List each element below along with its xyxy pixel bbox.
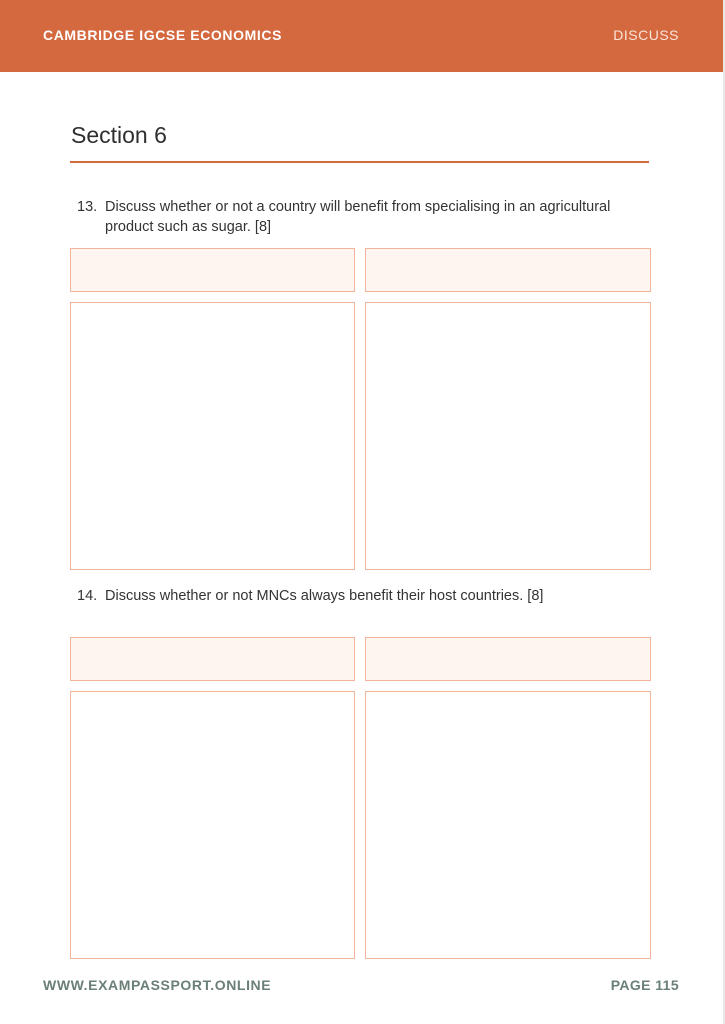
- footer-website: WWW.EXAMPASSPORT.ONLINE: [43, 977, 272, 993]
- question-number: 13.: [77, 199, 98, 215]
- page-header: [0, 0, 723, 72]
- section-divider: [70, 161, 649, 163]
- q14-right-header-box[interactable]: [365, 637, 651, 681]
- section-title: Section 6: [71, 122, 167, 148]
- q13-left-answer-box[interactable]: [70, 302, 355, 570]
- course-title: CAMBRIDGE IGCSE ECONOMICS: [43, 27, 283, 43]
- q13-right-answer-box[interactable]: [365, 302, 651, 570]
- question-number: 14.: [77, 588, 98, 604]
- question-13: [77, 197, 652, 237]
- question-14: [77, 586, 652, 606]
- q14-left-answer-box[interactable]: [70, 691, 355, 959]
- q13-left-header-box[interactable]: [70, 248, 355, 292]
- q14-right-answer-box[interactable]: [365, 691, 651, 959]
- question-text: Discuss whether or not a country will benefit from specialising in an agricultural product such as sugar. [8]: [105, 199, 611, 235]
- category-tag: DISCUSS: [613, 27, 679, 43]
- page-number: PAGE 115: [610, 977, 679, 993]
- q14-left-header-box[interactable]: [70, 637, 355, 681]
- question-text: Discuss whether or not MNCs always benefit their host countries. [8]: [105, 588, 544, 604]
- q13-right-header-box[interactable]: [365, 248, 651, 292]
